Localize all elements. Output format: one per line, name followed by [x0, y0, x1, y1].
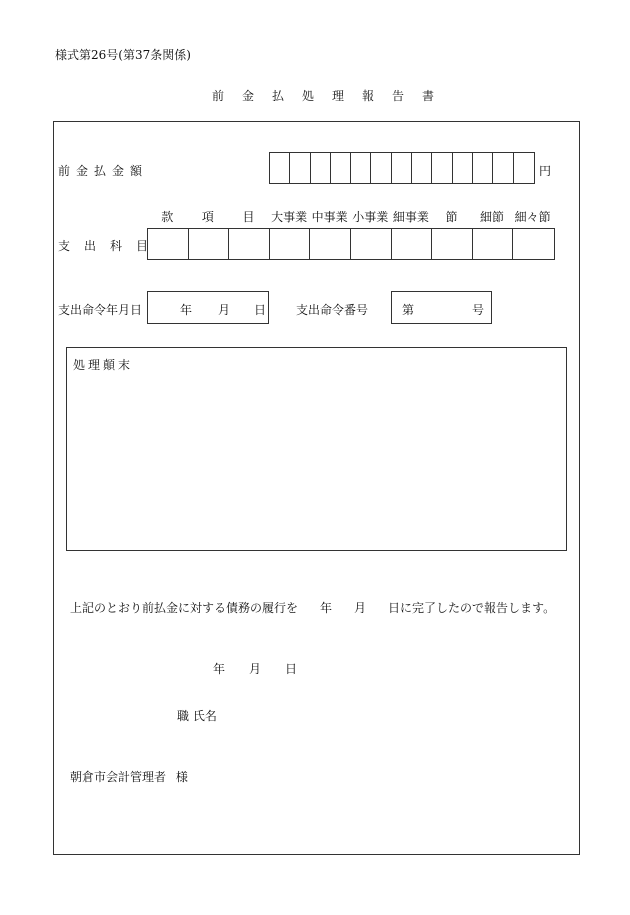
completion-statement — [70, 599, 555, 616]
addressee-honorific: 様 — [175, 770, 188, 784]
order-date-year: 年 — [180, 303, 193, 317]
account-label: 支出科目 — [58, 239, 163, 253]
statement-text-a: 上記のとおり前払金に対する債務の履行を — [70, 601, 299, 615]
report-date-year: 年 — [213, 662, 226, 676]
order-number-suffix: 号 — [472, 303, 485, 317]
report-date-month: 月 — [249, 662, 262, 676]
account-column-headers — [147, 208, 553, 224]
advance-amount-label: 前金払金額 — [58, 164, 149, 178]
document-title: 前金払処理報告書 — [212, 89, 453, 103]
order-date-month: 月 — [218, 303, 231, 317]
yen-unit: 円 — [539, 164, 552, 178]
account-column-header: 大事業 — [271, 210, 308, 224]
account-cell[interactable] — [392, 229, 433, 259]
account-cell[interactable] — [189, 229, 230, 259]
statement-month: 月 — [354, 601, 367, 615]
account-cell[interactable] — [432, 229, 473, 259]
order-number-field[interactable] — [391, 291, 492, 324]
account-cell[interactable] — [310, 229, 351, 259]
signer-label: 職 氏名 — [177, 709, 217, 723]
statement-year: 年 — [320, 601, 333, 615]
account-column-header: 細々節 — [514, 210, 551, 224]
account-column-header: 中事業 — [311, 210, 348, 224]
amount-digit-cell[interactable] — [473, 153, 493, 183]
account-cells[interactable] — [147, 228, 555, 260]
account-column-header: 項 — [201, 210, 214, 224]
account-cell[interactable] — [270, 229, 311, 259]
amount-digit-cell[interactable] — [514, 153, 534, 183]
statement-text-b: 日に完了したので報告します。 — [388, 601, 556, 615]
amount-digit-cell[interactable] — [453, 153, 473, 183]
amount-digit-cell[interactable] — [412, 153, 432, 183]
account-cell[interactable] — [351, 229, 392, 259]
amount-digit-cell[interactable] — [371, 153, 391, 183]
amount-digit-cell[interactable] — [311, 153, 331, 183]
account-column-header: 小事業 — [352, 210, 389, 224]
amount-digit-cell[interactable] — [331, 153, 351, 183]
amount-digit-cell[interactable] — [392, 153, 412, 183]
amount-digit-cell[interactable] — [351, 153, 371, 183]
order-date-field[interactable] — [147, 291, 269, 324]
addressee-name: 朝倉市会計管理者 — [70, 770, 167, 784]
form-number: 様式第26号(第37条関係) — [55, 48, 191, 62]
order-number-prefix: 第 — [402, 303, 415, 317]
account-column-header: 節 — [445, 210, 458, 224]
order-date-day: 日 — [254, 303, 267, 317]
amount-digit-cell[interactable] — [290, 153, 310, 183]
account-column-header: 目 — [242, 210, 255, 224]
amount-digit-cell[interactable] — [432, 153, 452, 183]
amount-digit-cell[interactable] — [270, 153, 290, 183]
order-date-label: 支出命令年月日 — [58, 303, 143, 317]
process-label: 処理顛末 — [73, 358, 134, 372]
report-date-day: 日 — [285, 662, 298, 676]
account-column-header: 款 — [161, 210, 174, 224]
amount-digit-cell[interactable] — [493, 153, 513, 183]
account-column-header: 細事業 — [392, 210, 429, 224]
account-column-header: 細節 — [480, 210, 505, 224]
account-cell[interactable] — [229, 229, 270, 259]
account-cell[interactable] — [473, 229, 514, 259]
advance-amount-cells[interactable] — [269, 152, 535, 184]
account-cell[interactable] — [513, 229, 554, 259]
addressee — [70, 768, 188, 785]
process-box[interactable] — [66, 347, 567, 551]
account-cell[interactable] — [148, 229, 189, 259]
order-number-label: 支出命令番号 — [296, 303, 369, 317]
